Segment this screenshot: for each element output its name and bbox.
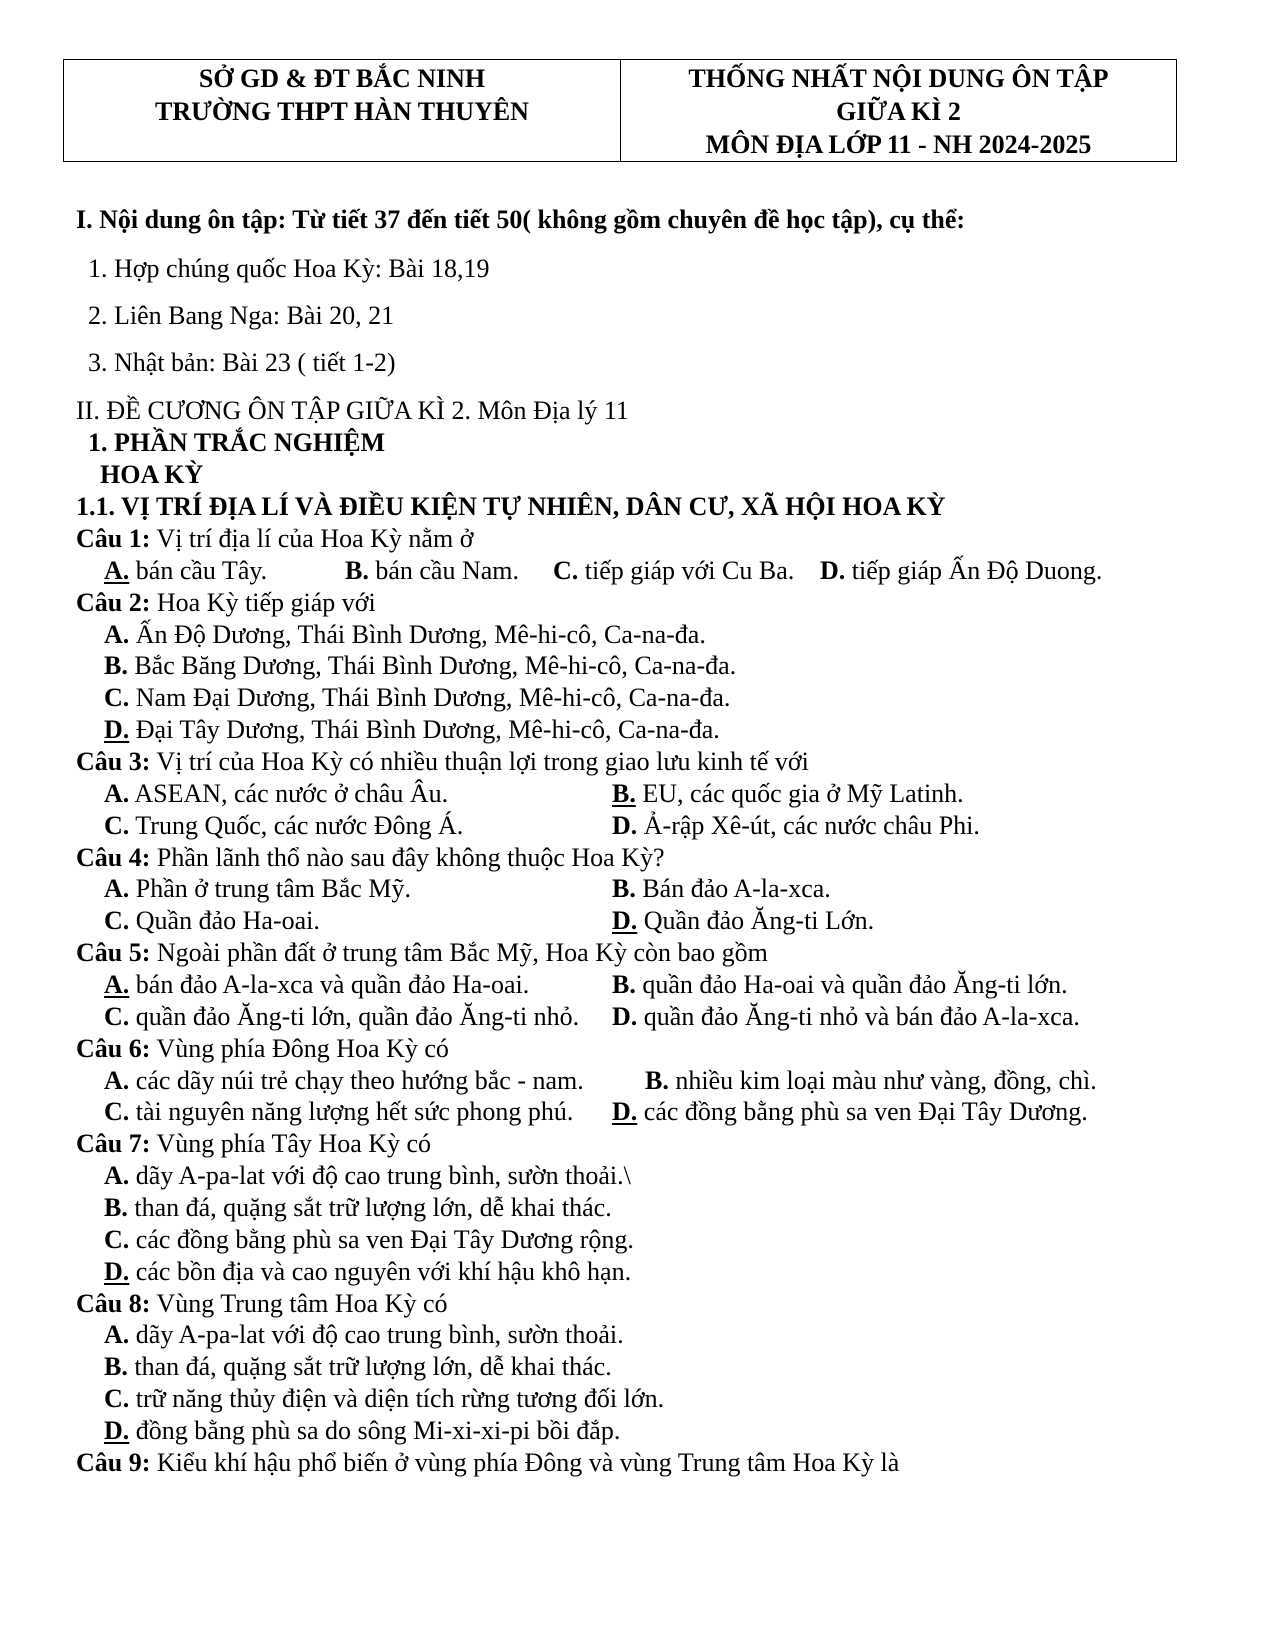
option-key: C. [104,906,130,935]
option-text: tài nguyên năng lượng hết sức phong phú. [129,1097,574,1126]
answer-option [104,1097,573,1127]
question-stem [76,843,665,873]
option-key: B. [345,556,369,585]
header-left [64,60,621,161]
answer-option [104,1384,664,1414]
option-key: D. [104,1257,130,1286]
answer-option [612,970,1068,1000]
question-text: Ngoài phần đất ở trung tâm Bắc Mỹ, Hoa Kỳ còn bao gồm [150,938,768,967]
answer-option [612,1002,1080,1032]
question-label: Câu 6: [76,1034,151,1063]
answer-option-correct [104,715,720,745]
answer-option-correct [104,1257,631,1287]
option-key: A. [104,779,130,808]
answer-option [104,1352,612,1382]
answer-option [345,556,519,586]
answer-option [553,556,794,586]
option-text: Bắc Băng Dương, Thái Bình Dương, Mê-hi-cô, Ca-na-đa. [127,651,737,680]
question-text: Vùng Trung tâm Hoa Kỳ có [150,1289,448,1318]
option-key: D. [612,811,638,840]
answer-option [612,811,980,841]
question-label: Câu 8: [76,1289,151,1318]
department-name: SỞ GD & ĐT BẮC NINH [198,64,486,93]
option-text: Đại Tây Dương, Thái Bình Dương, Mê-hi-cô, Ca-na-đa. [129,715,720,744]
answer-option-correct [612,906,874,936]
option-text: bán cầu Nam. [368,556,520,585]
answer-option [104,1320,624,1350]
option-key: D. [820,556,846,585]
option-text: các đồng bằng phù sa ven Đại Tây Dương rộng. [129,1225,634,1254]
option-text: Nam Đại Dương, Thái Bình Dương, Mê-hi-cô, Ca-na-đa. [129,683,731,712]
answer-option [645,1066,1097,1096]
option-text: tiếp giáp Ấn Độ Duong. [845,556,1103,585]
option-key: A. [104,620,130,649]
option-key: B. [104,651,128,680]
question-label: Câu 9: [76,1448,151,1477]
option-text: Quần đảo Ăng-ti Lớn. [637,906,875,935]
option-text: Trung Quốc, các nước Đông Á. [129,811,464,840]
question-label: Câu 4: [76,843,151,872]
question-stem [76,1034,449,1064]
option-key: B. [612,874,636,903]
option-key: C. [104,1002,130,1031]
option-key: B. [104,1352,128,1381]
option-key: A. [104,1320,130,1349]
option-key: C. [553,556,579,585]
option-text: dãy A-pa-lat với độ cao trung bình, sườn thoải.\ [129,1161,631,1190]
option-text: dãy A-pa-lat với độ cao trung bình, sườn thoải. [129,1320,624,1349]
answer-option [104,1066,584,1096]
option-text: quần đảo Ha-oai và quần đảo Ăng-ti lớn. [635,970,1068,999]
option-key: C. [104,811,130,840]
answer-option [104,683,730,713]
option-text: Quần đảo Ha-oai. [129,906,320,935]
question-text: Kiểu khí hậu phổ biến ở vùng phía Đông và vùng Trung tâm Hoa Kỳ là [150,1448,900,1477]
question-label: Câu 1: [76,524,151,553]
answer-option-correct [612,779,964,809]
topic-heading: 1.1. VỊ TRÍ ĐỊA LÍ VÀ ĐIỀU KIỆN TỰ NHIÊN, DÂN CƯ, XÃ HỘI HOA KỲ [76,492,946,521]
answer-option [612,874,831,904]
question-label: Câu 7: [76,1129,151,1158]
question-stem [76,1448,899,1478]
option-key: A. [104,556,130,585]
part-heading: 1. PHẦN TRẮC NGHIỆM [88,428,386,457]
option-text: than đá, quặng sắt trữ lượng lớn, dễ khai thác. [127,1352,612,1381]
option-key: D. [104,1416,130,1445]
answer-option [820,556,1102,586]
option-text: trữ năng thủy điện và diện tích rừng tương đối lớn. [129,1384,665,1413]
option-key: B. [645,1066,669,1095]
option-key: B. [104,1193,128,1222]
answer-option [104,779,448,809]
option-text: quần đảo Ăng-ti lớn, quần đảo Ăng-ti nhỏ. [129,1002,580,1031]
country-heading: HOA KỲ [100,460,204,489]
content-item: 2. Liên Bang Nga: Bài 20, 21 [88,301,395,330]
option-key: A. [104,1066,130,1095]
option-key: D. [612,1097,638,1126]
school-name: TRƯỜNG THPT HÀN THUYÊN [155,97,529,126]
option-key: C. [104,683,130,712]
option-text: đồng bằng phù sa do sông Mi-xi-xi-pi bồi đắp. [129,1416,621,1445]
option-text: các đồng bằng phù sa ven Đại Tây Dương. [637,1097,1088,1126]
answer-option [104,651,736,681]
question-label: Câu 3: [76,747,151,776]
answer-option [104,1161,631,1191]
option-text: tiếp giáp với Cu Ba. [578,556,795,585]
option-key: C. [104,1384,130,1413]
answer-option [104,1002,579,1032]
answer-option [104,811,463,841]
option-key: B. [612,970,636,999]
option-text: than đá, quặng sắt trữ lượng lớn, dễ khai thác. [127,1193,612,1222]
question-label: Câu 2: [76,588,151,617]
doc-title-line1: THỐNG NHẤT NỘI DUNG ÔN TẬP [688,64,1109,93]
answer-option-correct [104,556,267,586]
question-text: Hoa Kỳ tiếp giáp với [150,588,376,617]
content-item: 3. Nhật bản: Bài 23 ( tiết 1-2) [88,348,396,377]
answer-option-correct [612,1097,1088,1127]
option-text: Phần ở trung tâm Bắc Mỹ. [129,874,411,903]
option-text: Ả-rập Xê-út, các nước châu Phi. [637,811,980,840]
option-text: quần đảo Ăng-ti nhỏ và bán đảo A-la-xca. [637,1002,1080,1031]
option-key: A. [104,874,130,903]
question-stem [76,524,473,554]
answer-option [104,620,706,650]
section2-title: II. ĐỀ CƯƠNG ÔN TẬP GIỮA KÌ 2. Môn Địa lý 11 [76,396,629,425]
option-key: D. [612,1002,638,1031]
doc-title-line3: MÔN ĐỊA LỚP 11 - NH 2024-2025 [705,130,1092,159]
option-key: A. [104,970,130,999]
section1-title: I. Nội dung ôn tập: Từ tiết 37 đến tiết 50( không gồm chuyên đề học tập), cụ thể: [76,205,966,234]
answer-option [104,874,411,904]
answer-option [104,1225,634,1255]
question-label: Câu 5: [76,938,151,967]
option-key: C. [104,1225,130,1254]
question-text: Vùng phía Đông Hoa Kỳ có [150,1034,449,1063]
question-text: Vị trí địa lí của Hoa Kỳ nằm ở [150,524,474,553]
option-text: bán cầu Tây. [129,556,268,585]
option-text: ASEAN, các nước ở châu Âu. [129,779,449,808]
answer-option-correct [104,1416,620,1446]
option-text: các dãy núi trẻ chạy theo hướng bắc - nam. [129,1066,584,1095]
answer-option-correct [104,970,529,1000]
question-stem [76,747,809,777]
header-right [621,60,1176,161]
question-stem [76,588,376,618]
question-stem [76,1129,431,1159]
question-text: Phần lãnh thổ nào sau đây không thuộc Hoa Kỳ? [150,843,665,872]
option-key: C. [104,1097,130,1126]
content-item: 1. Hợp chúng quốc Hoa Kỳ: Bài 18,19 [88,254,490,283]
option-text: Bán đảo A-la-xca. [635,874,831,903]
option-key: A. [104,1161,130,1190]
question-stem [76,938,768,968]
option-text: bán đảo A-la-xca và quần đảo Ha-oai. [129,970,530,999]
header-box [63,59,1177,162]
option-key: D. [612,906,638,935]
answer-option [104,906,320,936]
option-text: các bồn địa và cao nguyên với khí hậu khô hạn. [129,1257,632,1286]
option-text: EU, các quốc gia ở Mỹ Latinh. [635,779,964,808]
answer-option [104,1193,612,1223]
option-key: B. [612,779,636,808]
question-text: Vùng phía Tây Hoa Kỳ có [150,1129,432,1158]
option-text: nhiều kim loại màu như vàng, đồng, chì. [668,1066,1097,1095]
option-key: D. [104,715,130,744]
question-text: Vị trí của Hoa Kỳ có nhiều thuận lợi trong giao lưu kinh tế với [150,747,809,776]
option-text: Ấn Độ Dương, Thái Bình Dương, Mê-hi-cô, Ca-na-đa. [129,620,706,649]
doc-title-line2: GIỮA KÌ 2 [836,97,961,126]
question-stem [76,1289,448,1319]
